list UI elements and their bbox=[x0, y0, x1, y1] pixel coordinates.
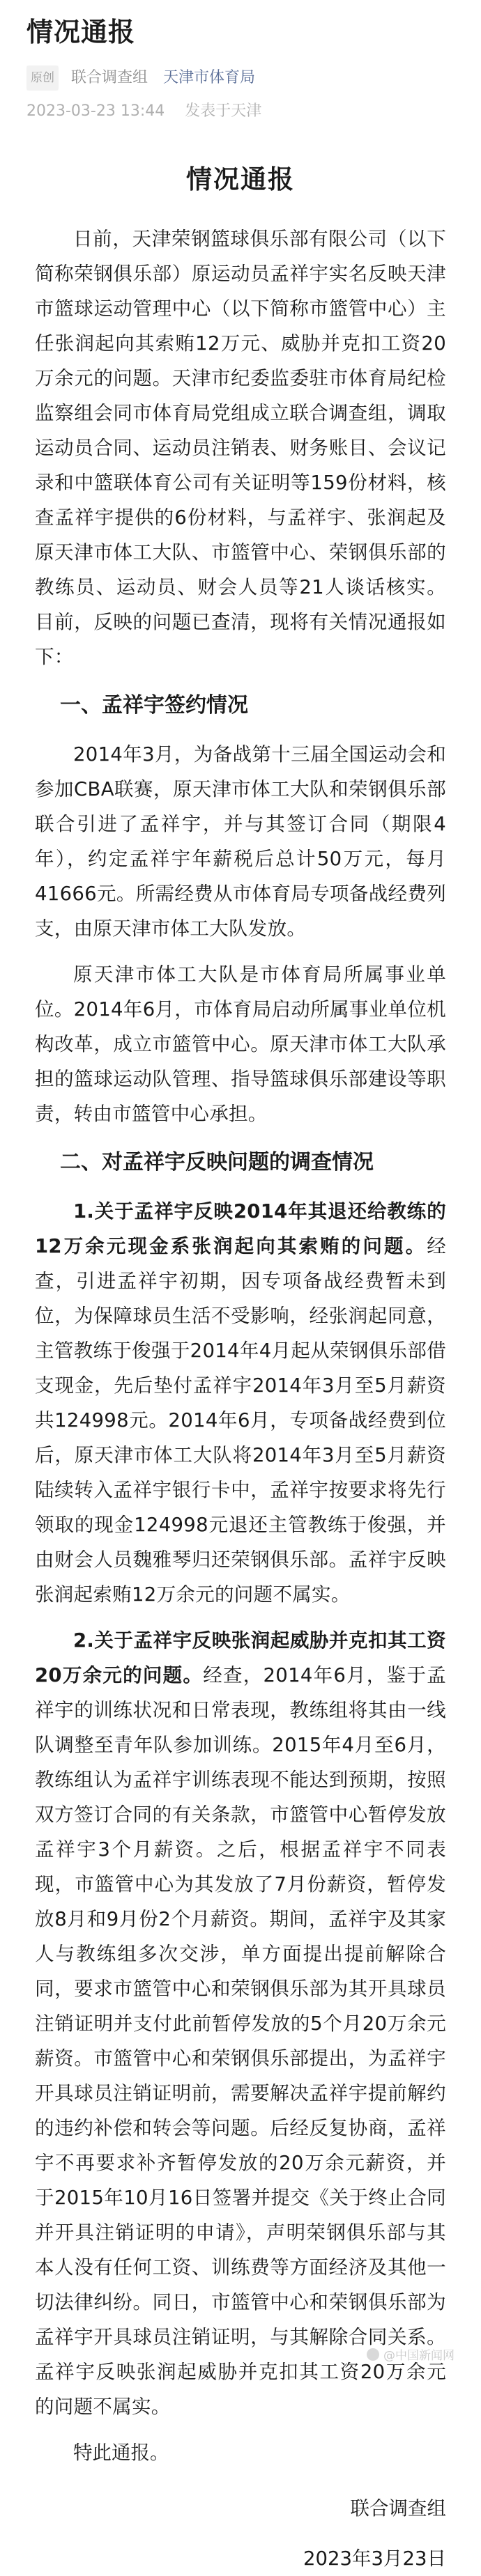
publish-location: 发表于天津 bbox=[185, 102, 262, 120]
section1-paragraph: 2014年3月，为备战第十三届全国运动会和参加CBA联赛，原天津市体工大队和荣钢俱乐部联合引进了孟祥宇，并与其签订合同（期限4年），约定孟祥宇年薪税后总计50万元，每月41666元。所需经费从市体育局专项备战经费列支，由原天津市体工大队发放。 bbox=[35, 743, 446, 940]
section1-heading: 一、孟祥宇签约情况 bbox=[60, 693, 248, 717]
account-link[interactable]: 天津市体育局 bbox=[163, 69, 256, 86]
item1-body: 经查，引进孟祥宇初期，因专项备战经费暂未到位，为保障球员生活不受影响，经张润起同意，主管教练于俊强于2014年4月起从荣钢俱乐部借支现金，先后垫付孟祥宇2014年3月至5月薪资共124998元。2014年6月，专项备战经费到位后，原天津市体工大队将2014年3月至5月薪资陆续转入孟祥宇银行卡中，孟祥宇按要求将先行领取的现金124998元退还主管教练于俊强，并由财会人员魏雅琴归还荣钢俱乐部。孟祥宇反映张润起索贿12万余元的问题不属实。 bbox=[35, 1235, 446, 1606]
item1-lead: 1.关于孟祥宇反映2014年其退还给教练的12万余元现金系张润起向其索贿的问题。 bbox=[35, 1200, 446, 1257]
item2-lead: 2.关于孟祥宇反映张润起威胁并克扣其工资20万余元的问题。 bbox=[35, 1629, 446, 1686]
document-title: 情况通报 bbox=[186, 164, 295, 194]
original-badge: 原创 bbox=[26, 65, 59, 91]
weibo-icon bbox=[367, 2348, 379, 2361]
watermark-text: @中国新闻网 bbox=[383, 2349, 455, 2363]
section2-item1 bbox=[35, 1194, 446, 1612]
publish-info bbox=[0, 91, 481, 123]
section2-heading: 二、对孟祥宇反映问题的调查情况 bbox=[60, 1150, 374, 1174]
section2-item2 bbox=[35, 1623, 446, 2424]
publish-datetime: 2023-03-23 13:44 bbox=[26, 102, 165, 120]
item2-body: 经查，2014年6月，鉴于孟祥宇的训练状况和日常表现，教练组将其由一线队调整至青年队参加训练。2015年4月至6月，教练组认为孟祥宇训练表现不能达到预期，按照双方签订合同的有关条款，市篮管中心暂停发放孟祥宇3个月薪资。之后，根据孟祥宇不同表现，市篮管中心为其发放了7月份薪资，暂停发放8月和9月份2个月薪资。期间，孟祥宇及其家人与教练组多次交涉，单方面提出提前解除合同，要求市篮管中心和荣钢俱乐部为其开具球员注销证明并支付此前暂停发放的5个月20万余元薪资。市篮管中心和荣钢俱乐部提出，为孟祥宇开具球员注销证明前，需要解决孟祥宇提前解约的违约补偿和转会等问题。后经反复协商，孟祥宇不再要求补齐暂停发放的20万余元薪资，并于2015年10月16日签署并提交《关于终止合同并开具注销证明的申请》，声明荣钢俱乐部与其本人没有任何工资、训练费等方面经济及其他一切法律纠纷。同日，市篮管中心和荣钢俱乐部为孟祥宇开具球员注销证明，与其解除合同关系。孟祥宇反映张润起威胁并克扣其工资20万余元的问题不属实。 bbox=[35, 1664, 447, 2418]
article-title: 情况通报 bbox=[26, 17, 136, 47]
section1-paragraph: 原天津市体工大队是市体育局所属事业单位。2014年6月，市体育局启动所属事业单位机构改革，成立市篮管中心。原天津市体工大队承担的篮球运动队管理、指导篮球俱乐部建设等职责，转由市篮管中心承担。 bbox=[35, 963, 446, 1125]
intro-paragraph: 日前，天津荣钢篮球俱乐部有限公司（以下简称荣钢俱乐部）原运动员孟祥宇实名反映天津市篮球运动管理中心（以下简称市篮管中心）主任张润起向其索贿12万元、威胁并克扣工资20万余元的问题。天津市纪委监委驻市体育局纪检监察组会同市体育局党组成立联合调查组，调取运动员合同、运动员注销表、财务账目、会议记录和中篮联体育公司有关证明等159份材料，核查孟祥宇提供的6份材料，与孟祥宇、张润起及原天津市体工大队、市篮管中心、荣钢俱乐部的教练员、运动员、财会人员等21人谈话核实。目前，反映的问题已查清，现将有关情况通报如下： bbox=[35, 228, 446, 668]
document-date: 2023年3月23日 bbox=[303, 2547, 446, 2570]
article-meta bbox=[0, 52, 481, 91]
closing-line: 特此通报。 bbox=[73, 2442, 169, 2464]
author-name: 联合调查组 bbox=[71, 69, 148, 86]
signature: 联合调查组 bbox=[350, 2497, 446, 2520]
watermark bbox=[367, 2345, 455, 2363]
article-body bbox=[0, 163, 481, 2576]
